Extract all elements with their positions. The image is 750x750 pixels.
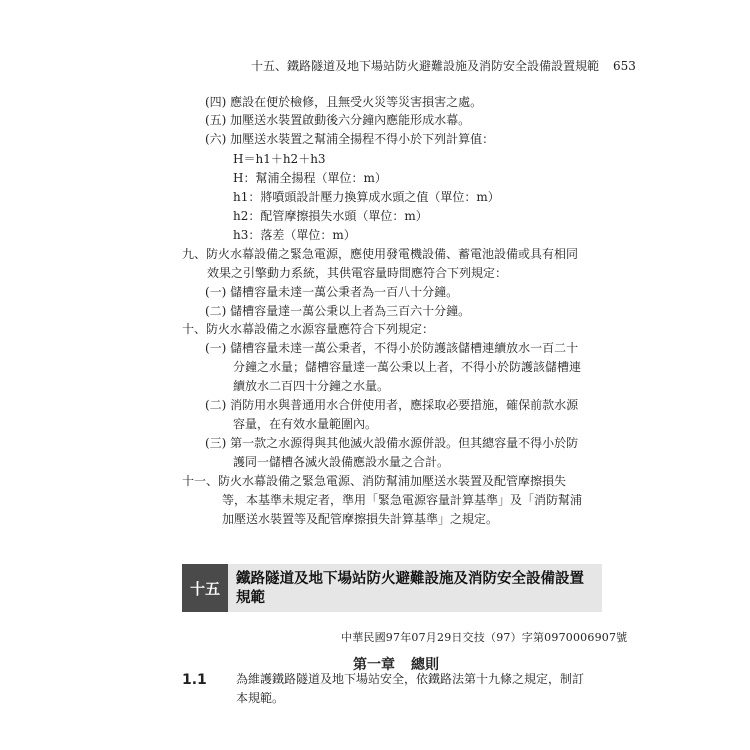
article-text-line-2: 本規範。 bbox=[236, 691, 285, 705]
formula-def-h3: h3：落差（單位：m） bbox=[233, 228, 356, 242]
article-text-line-1: 為維護鐵路隧道及地下場站安全，依鐵路法第十九條之規定，制訂 bbox=[236, 672, 585, 686]
section-title bbox=[236, 570, 584, 608]
clause-9-item-1: (一) 儲槽容量未達一萬公秉者為一百八十分鐘。 bbox=[205, 285, 459, 299]
clause-10: 十、防火水幕設備之水源容量應符合下列規定： bbox=[182, 322, 435, 336]
formula-def-h1: h1：將噴頭設計壓力換算成水頭之值（單位：m） bbox=[233, 190, 500, 204]
formula-line: H＝h1＋h2＋h3 bbox=[233, 152, 326, 166]
running-header bbox=[251, 57, 636, 74]
item-6: (六) 加壓送水裝置之幫浦全揚程不得小於下列計算值： bbox=[205, 132, 495, 146]
clause-11: 十一、防火水幕設備之緊急電源、消防幫浦加壓送水裝置及配管摩擦損失 bbox=[182, 474, 567, 488]
section-badge: 十五 bbox=[182, 564, 228, 612]
clause-10-item-1-cont2: 續放水二百四十分鐘之水量。 bbox=[233, 379, 390, 393]
clause-10-item-1-cont1: 分鐘之水量；儲槽容量達一萬公秉以上者，不得小於防護該儲槽連 bbox=[233, 360, 582, 374]
running-title: 十五、鐵路隧道及地下場站防火避難設施及消防安全設備設置規範 bbox=[251, 59, 600, 73]
section-title-line-1: 鐵路隧道及地下場站防火避難設施及消防安全設備設置 bbox=[236, 571, 584, 587]
clause-9-cont: 效果之引擎動力系統，其供電容量時間應符合下列規定： bbox=[207, 266, 508, 280]
article-number: 1.1 bbox=[182, 672, 207, 688]
section-title-line-2: 規範 bbox=[236, 590, 265, 606]
clause-10-item-3-cont: 護同一儲槽各滅火設備應設水量之合計。 bbox=[233, 455, 450, 469]
clause-9: 九、防火水幕設備之緊急電源，應使用發電機設備、蓄電池設備或具有相同 bbox=[182, 247, 579, 261]
chapter-title: 總則 bbox=[411, 657, 439, 673]
decree-reference: 中華民國97年07月29日交技（97）字第0970006907號 bbox=[341, 631, 628, 644]
formula-def-h: H：幫浦全揚程（單位：m） bbox=[233, 171, 387, 185]
clause-9-item-2: (二) 儲槽容量達一萬公秉以上者為三百六十分鐘。 bbox=[205, 304, 471, 318]
clause-10-item-2: (二) 消防用水與普通用水合併使用者，應採取必要措施，確保前款水源 bbox=[205, 398, 579, 412]
clause-10-item-2-cont: 容量，在有效水量範圍內。 bbox=[233, 417, 378, 431]
formula-def-h2: h2：配管摩擦損失水頭（單位：m） bbox=[233, 209, 428, 223]
page-number: 653 bbox=[613, 59, 636, 73]
clause-10-item-1: (一) 儲槽容量未達一萬公秉者，不得小於防護該儲槽連續放水一百二十 bbox=[205, 341, 579, 355]
item-4: (四) 應設在便於檢修，且無受火災等災害損害之處。 bbox=[205, 95, 483, 109]
clause-10-item-3: (三) 第一款之水源得與其他滅火設備水源併設。但其總容量不得小於防 bbox=[205, 436, 579, 450]
clause-11-cont1: 等，本基準未規定者，準用「緊急電源容量計算基準」及「消防幫浦 bbox=[222, 493, 583, 507]
clause-11-cont2: 加壓送水裝置等及配管摩擦損失計算基準」之規定。 bbox=[222, 512, 499, 526]
chapter-label: 第一章 bbox=[353, 657, 395, 673]
item-5: (五) 加壓送水裝置啟動後六分鐘內應能形成水幕。 bbox=[205, 113, 471, 127]
